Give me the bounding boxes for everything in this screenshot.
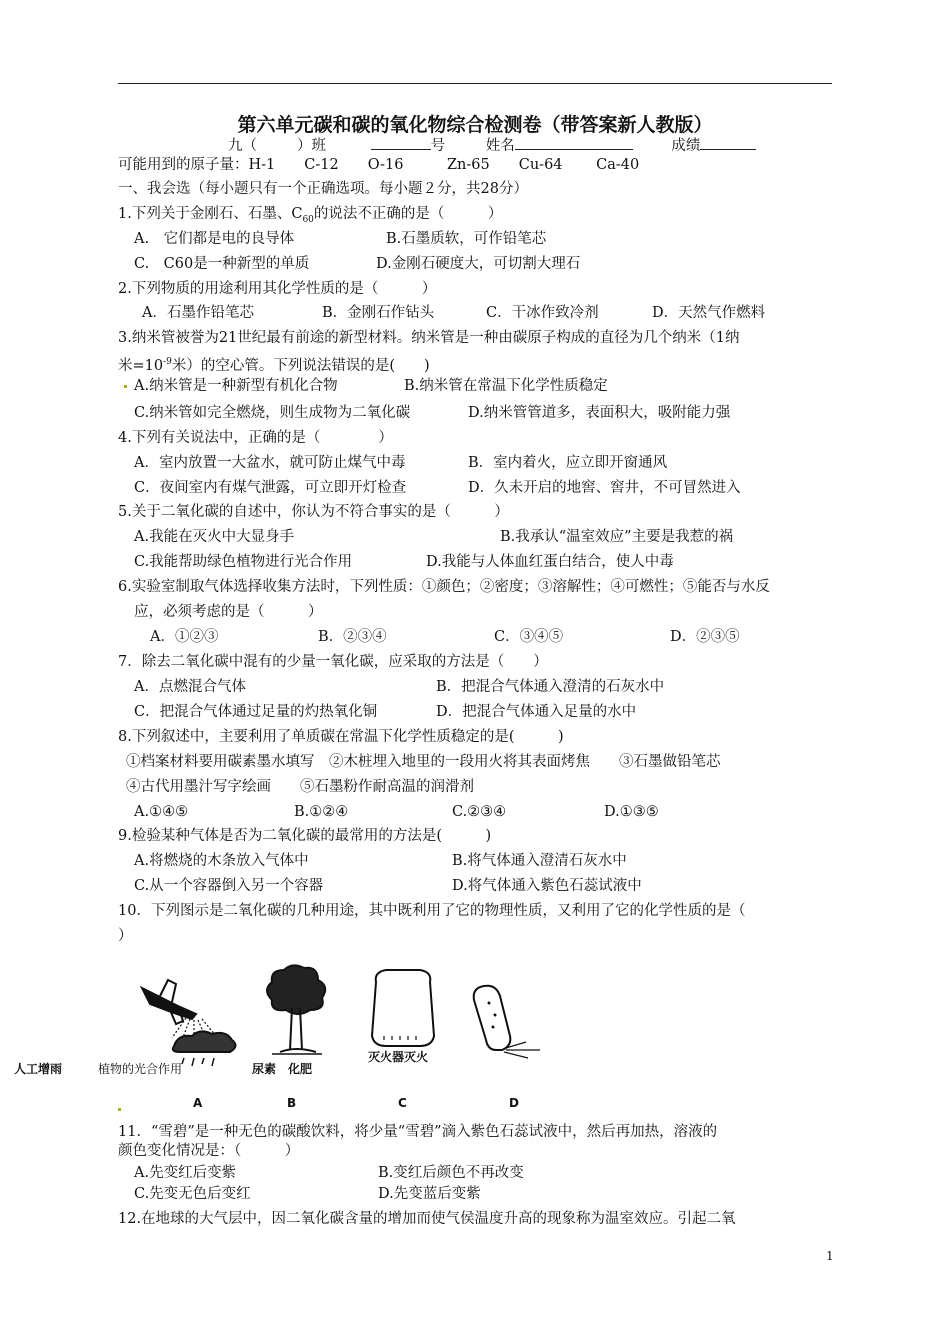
q6-stem: 6.实验室制取气体选择收集方法时，下列性质：①颜色；②密度；③溶解性；④可燃性；⑤能否与水反 [118, 579, 770, 595]
q10-option-d: D [509, 1096, 519, 1110]
fire-extinguisher-icon [474, 986, 540, 1058]
q11-option-a: A.先变红后变紫 [134, 1165, 237, 1181]
q8-items-2: ④古代用墨汁写字绘画 ⑤石墨粉作耐高温的润滑剂 [126, 779, 474, 795]
q12-stem: 12.在地球的大气层中，因二氧化碳含量的增加而使气侯温度升高的现象称为温室效应。引起二氧 [118, 1211, 736, 1227]
q5-option-a: A.我能在灭火中大显身手 [134, 529, 295, 545]
q2-option-b: B．金刚石作钻头 [322, 305, 435, 321]
q6-option-c: C．③④⑤ [494, 629, 564, 645]
section-heading: 一、我会选（每小题只有一个正确选项。每小题２分，共28分） [118, 181, 528, 197]
score-label: 成绩 [671, 138, 701, 154]
q4-option-c: C．夜间室内有煤气泄露，可立即开灯检查 [134, 480, 407, 496]
q5-stem: 5.关于二氧化碳的自述中，你认为不符合事实的是（ ） [118, 504, 509, 520]
q4-option-a: A．室内放置一大盆水，就可防止煤气中毒 [134, 455, 406, 471]
q8-items-1: ①档案材料要用碳素墨水填写 ②木桩埋入地里的一段用火将其表面烤焦 ③石墨做铅笔芯 [126, 754, 721, 770]
q5-option-c: C.我能帮助绿色植物进行光合作用 [134, 554, 353, 570]
q10-stem: 10．下列图示是二氧化碳的几种用途，其中既利用了它的物理性质，又利用了它的化学性质的是（ [118, 903, 746, 919]
name-label: 姓名 [485, 138, 515, 154]
label-photosynthesis: 植物的光合作用 [98, 1062, 183, 1076]
q2-option-a: A．石墨作铅笔芯 [142, 305, 254, 321]
q3-option-d: D.纳米管管道多，表面积大，吸附能力强 [468, 405, 731, 421]
q11-stem-line2: 颜色变化情况是：（ ） [118, 1143, 300, 1159]
q1-option-a: A. 它们都是电的良导体 [134, 231, 295, 247]
q10-option-c: C [398, 1096, 407, 1110]
q11-option-d: D.先变蓝后变紫 [378, 1186, 481, 1202]
q3-option-a: A.纳米管是一种新型有机化合物 [134, 378, 338, 394]
q6-option-b: B．②③④ [318, 629, 387, 645]
label-artificial-rain: 人工增雨 [14, 1062, 63, 1076]
q2-stem: 2.下列物质的用途利用其化学性质的是（ ） [118, 281, 437, 297]
number-label: 号 [430, 138, 446, 154]
q9-option-c: C.从一个容器倒入另一个容器 [134, 878, 324, 894]
q1-option-b: B.石墨质软，可作铅笔芯 [386, 231, 547, 247]
q6-option-d: D．②③⑤ [670, 629, 740, 645]
q11-option-c: C.先变无色后变红 [134, 1186, 251, 1202]
q7-option-a: A．点燃混合气体 [134, 679, 246, 695]
q4-option-b: B．室内着火，应立即开窗通风 [468, 455, 668, 471]
q3-stem: 3.纳米管被誉为21世纪最有前途的新型材料。纳米管是一种由碳原子构成的直径为几个纳米（1纳 [118, 330, 740, 346]
q9-option-a: A.将燃烧的木条放入气体中 [134, 853, 309, 869]
speck [118, 1108, 121, 1111]
q6-stem-line2: 应，必须考虑的是（ ） [134, 604, 323, 620]
q9-option-d: D.将气体通入紫色石蕊试液中 [452, 878, 642, 894]
q9-option-b: B.将气体通入澄清石灰水中 [452, 853, 627, 869]
q5-option-d: D.我能与人体血红蛋白结合，使人中毒 [426, 554, 674, 570]
tree-icon [267, 965, 325, 1054]
page-title: 第六单元碳和碳的氧化物综合检测卷（带答案新人教版） [237, 114, 713, 136]
q4-option-d: D．久未开启的地窖、窖井，不可冒然进入 [468, 480, 741, 496]
q4-stem: 4.下列有关说法中，正确的是（ ） [118, 430, 393, 446]
q10-stem-line2: ） [118, 928, 133, 944]
q1-stem: 1.下列关于金刚石、石墨、$C_{60}$的说法不正确的是（ ） [118, 206, 503, 225]
q3-option-b: B.纳米管在常温下化学性质稳定 [404, 378, 608, 394]
label-urea-fertilizer: 尿素 化肥 [252, 1062, 313, 1076]
cloud-icon [173, 1031, 236, 1066]
q7-stem: 7．除去二氧化碳中混有的少量一氧化碳，应采取的方法是（ ） [118, 654, 548, 670]
q1-option-c: C. C60是一种新型的单质 [134, 256, 310, 272]
q11-option-b: B.变红后颜色不再改变 [378, 1165, 524, 1181]
page-number: 1 [826, 1249, 834, 1263]
q7-option-d: D．把混合气体通入足量的水中 [436, 704, 637, 720]
q8-stem: 8.下列叙述中，主要利用了单质碳在常温下化学性质稳定的是( ) [118, 729, 564, 745]
q8-option-d: D.①③⑤ [604, 804, 659, 820]
q3-option-c: C.纳米管如完全燃烧，则生成物为二氧化碳 [134, 405, 411, 421]
q8-option-b: B.①②④ [294, 804, 349, 820]
q9-stem: 9.检验某种气体是否为二氧化碳的最常用的方法是( ) [118, 828, 492, 844]
q10-option-b: B [287, 1096, 297, 1110]
q8-option-c: C.②③④ [452, 804, 507, 820]
q10-option-a: A [193, 1096, 203, 1110]
q6-option-a: A．①②③ [150, 629, 219, 645]
atomic-masses: 可能用到的原子量：H-1 C-12 O-16 Zn-65 Cu-64 Ca-40 [118, 157, 640, 173]
q5-option-b: B.我承认“温室效应”主要是我惹的祸 [500, 529, 734, 545]
q7-option-c: C．把混合气体通过足量的灼热氧化铜 [134, 704, 378, 720]
q8-option-a: A.①④⑤ [134, 804, 189, 820]
airplane-icon [142, 980, 196, 1024]
q1-option-d: D.金刚石硬度大，可切割大理石 [376, 256, 581, 272]
grade-label: 九（ [228, 138, 257, 154]
q3-stem-line2: 米$=10^{-9}$米）的空心管。下列说法错误的是( ) [118, 357, 430, 374]
q11-stem: 11．“雪碧”是一种无色的碳酸饮料，将少量“雪碧”滴入紫色石蕊试液中，然后再加热，溶液的 [118, 1124, 718, 1140]
q2-option-c: C．干冰作致冷剂 [486, 305, 599, 321]
label-extinguisher: 灭火器灭火 [368, 1050, 429, 1064]
q7-option-b: B．把混合气体通入澄清的石灰水中 [436, 679, 665, 695]
q2-option-d: D．天然气作燃料 [652, 305, 766, 321]
class-label: ）班 [297, 138, 326, 154]
fertilizer-bag-icon [372, 970, 434, 1046]
